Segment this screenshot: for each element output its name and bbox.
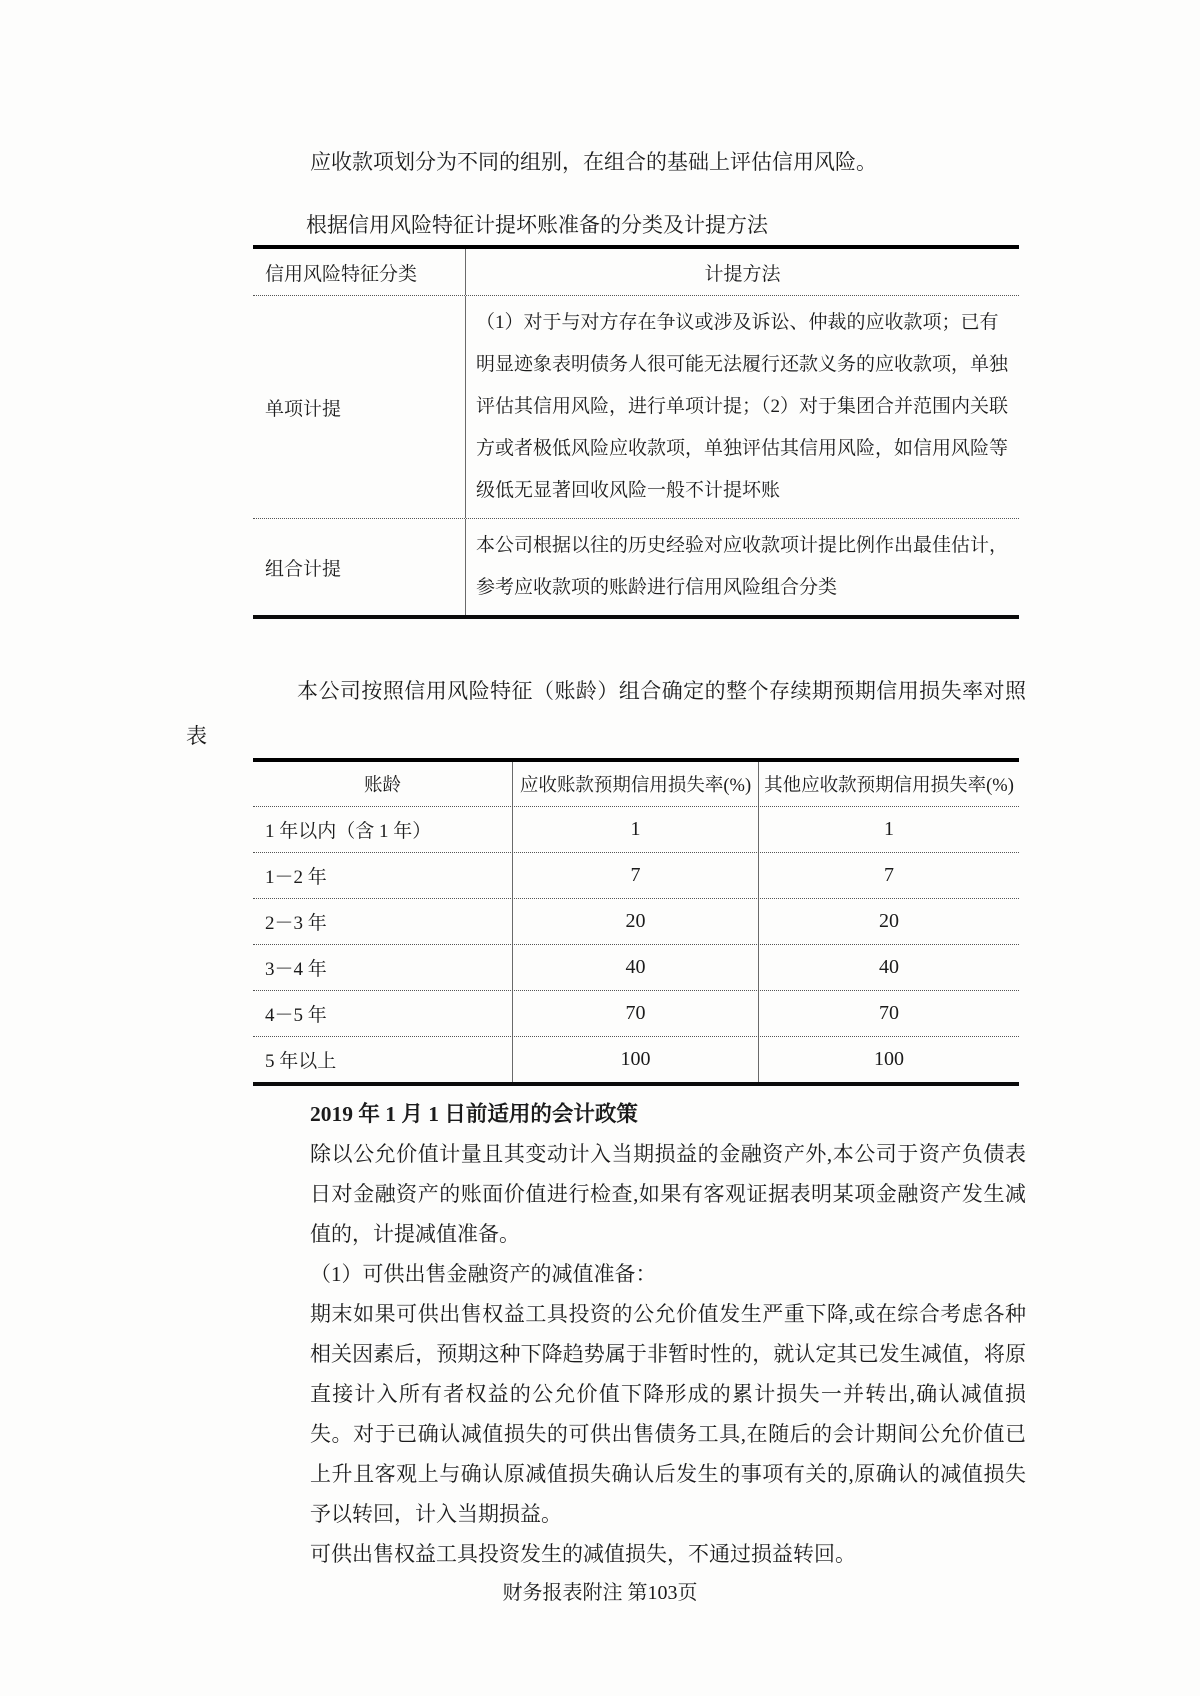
policy-heading: 2019 年 1 月 1 日前适用的会计政策	[310, 1102, 638, 1126]
other-rate-cell: 7	[884, 864, 894, 886]
table-row	[253, 945, 1019, 991]
classification-table-header-row	[253, 249, 1019, 296]
intro-paragraph: 应收款项划分为不同的组别，在组合的基础上评估信用风险。	[310, 150, 877, 174]
policy-paragraph: 期末如果可供出售权益工具投资的公允价值发生严重下降,或在综合考虑各种相关因素后，预期这种下降趋势属于非暂时性的，就认定其已发生减值，将原直接计入所有者权益的公允价值下降形成的累计损失一并转出,确认减值损失。对于已确认减值损失的可供出售债务工具,在随后的会计期间公允价值已上升且客观上与确认原减值损失确认后发生的事项有关的,原确认的减值损失予以转回，计入当期损益。	[310, 1302, 1026, 1526]
category-cell: 组合计提	[253, 519, 466, 615]
method-cell: 本公司根据以往的历史经验对应收款项计提比例作出最佳估计，参考应收款项的账龄进行信用风险组合分类	[476, 535, 1009, 598]
aging-cell: 3－4 年	[253, 945, 513, 990]
table-row	[253, 296, 1019, 519]
classification-table-title: 根据信用风险特征计提坏账准备的分类及计提方法	[306, 213, 768, 237]
method-cell: （1）对于与对方存在争议或涉及诉讼、仲裁的应收款项；已有明显迹象表明债务人很可能无法履行还款义务的应收款项，单独评估其信用风险，进行单项计提；（2）对于集团合并范围内关联方或者极低风险应收款项，单独评估其信用风险，如信用风险等级低无显著回收风险一般不计提坏账	[476, 312, 1009, 501]
category-cell: 单项计提	[253, 296, 466, 518]
aging-cell: 4－5 年	[253, 991, 513, 1036]
aging-cell: 2－3 年	[253, 899, 513, 944]
policy-paragraph: 除以公允价值计量且其变动计入当期损益的金融资产外,本公司于资产负债表日对金融资产的账面价值进行检查,如果有客观证据表明某项金融资产发生减值的，计提减值准备。	[310, 1142, 1026, 1246]
classification-header-category: 信用风险特征分类	[253, 249, 466, 295]
bridge-paragraph: 本公司按照信用风险特征（账龄）组合确定的整个存续期预期信用损失率对照表	[186, 679, 1026, 748]
other-rate-cell: 20	[879, 910, 899, 932]
loss-header-other: 其他应收款预期信用损失率(%)	[764, 776, 1014, 796]
loss-table-header-row	[253, 762, 1019, 807]
receivable-rate-cell: 100	[513, 1037, 759, 1082]
loss-header-receivable: 应收账款预期信用损失率(%)	[513, 762, 759, 806]
policy-paragraph: （1）可供出售金融资产的减值准备：	[310, 1262, 657, 1286]
other-rate-cell: 70	[879, 1002, 899, 1024]
classification-table	[253, 245, 1019, 619]
other-rate-cell: 40	[879, 956, 899, 978]
classification-header-method: 计提方法	[704, 263, 781, 285]
receivable-rate-cell: 1	[513, 807, 759, 852]
table-row	[253, 853, 1019, 899]
receivable-rate-cell: 20	[513, 899, 759, 944]
loss-rate-table	[253, 758, 1019, 1086]
table-row	[253, 519, 1019, 615]
table-row	[253, 1037, 1019, 1082]
aging-cell: 5 年以上	[253, 1037, 513, 1082]
loss-header-aging: 账龄	[253, 762, 513, 806]
receivable-rate-cell: 7	[513, 853, 759, 898]
policy-section	[310, 1094, 1026, 1574]
page-footer: 财务报表附注 第103页	[502, 1582, 698, 1604]
receivable-rate-cell: 40	[513, 945, 759, 990]
table-row	[253, 807, 1019, 853]
receivable-rate-cell: 70	[513, 991, 759, 1036]
table-row	[253, 991, 1019, 1037]
policy-paragraph: 可供出售权益工具投资发生的减值损失，不通过损益转回。	[310, 1542, 856, 1566]
aging-cell: 1－2 年	[253, 853, 513, 898]
table-row	[253, 899, 1019, 945]
other-rate-cell: 1	[884, 818, 894, 840]
other-rate-cell: 100	[874, 1048, 904, 1070]
aging-cell: 1 年以内（含 1 年）	[253, 807, 513, 852]
